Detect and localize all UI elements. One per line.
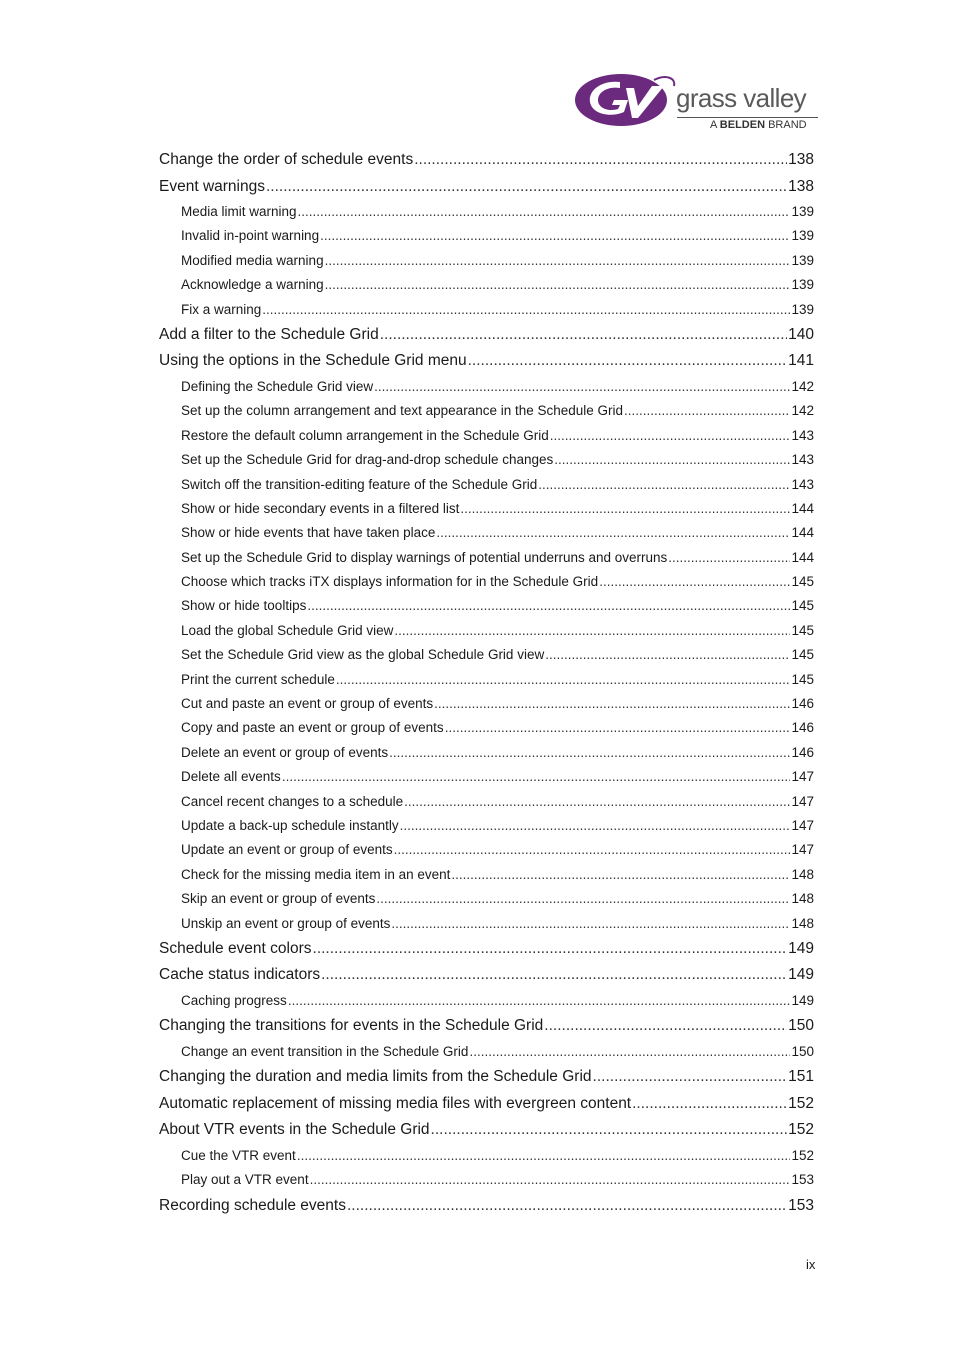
toc-entry-title: Restore the default column arrangement in the Schedule Grid: [181, 427, 549, 443]
toc-entry-subsection[interactable]: [159, 594, 814, 618]
toc-dot-leader: [468, 348, 788, 375]
toc-dot-leader: [325, 273, 791, 297]
toc-entry-subsection[interactable]: [159, 375, 814, 399]
toc-entry-title: Set up the column arrangement and text appearance in the Schedule Grid: [181, 403, 624, 419]
toc-dot-leader: [298, 200, 791, 224]
toc-dot-leader: [624, 399, 790, 423]
grass-valley-logo: [574, 72, 820, 134]
toc-entry-page: 142: [791, 403, 814, 419]
toc-entry-title: Play out a VTR event: [181, 1172, 309, 1188]
toc-entry-subsection[interactable]: [159, 619, 814, 643]
toc-entry-title: Print the current schedule: [181, 671, 335, 687]
toc-entry-page: 139: [791, 204, 814, 219]
toc-entry-title: Automatic replacement of missing media files with evergreen content: [159, 1094, 632, 1112]
toc-entry-subsection[interactable]: [159, 546, 814, 570]
toc-entry-title: Add a filter to the Schedule Grid: [159, 325, 379, 343]
toc-entry-page: 148: [791, 866, 814, 882]
toc-dot-leader: [431, 1117, 788, 1144]
toc-entry-page: 145: [791, 574, 814, 590]
toc-dot-leader: [282, 765, 791, 789]
toc-entry-title: Switch off the transition-editing feature of the Schedule Grid: [181, 476, 538, 492]
toc-entry-subsection[interactable]: [159, 399, 814, 423]
toc-entry-subsection[interactable]: [159, 224, 814, 248]
toc-dot-leader: [262, 298, 790, 322]
toc-entry-title: Cancel recent changes to a schedule: [181, 793, 404, 809]
toc-entry-title: Cache status indicators: [159, 966, 321, 984]
toc-entry-subsection[interactable]: [159, 643, 814, 667]
toc-entry-page: 141: [788, 352, 814, 370]
toc-dot-leader: [668, 546, 790, 570]
toc-entry-subsection[interactable]: [159, 765, 814, 789]
logo-brand-bold: BELDEN: [719, 119, 766, 131]
toc-entry-subsection[interactable]: [159, 497, 814, 521]
toc-dot-leader: [320, 224, 790, 248]
toc-entry-title: Set the Schedule Grid view as the global Schedule Grid view: [181, 647, 545, 663]
toc-entry-title: Fix a warning: [181, 301, 262, 317]
page-number: ix: [806, 1257, 816, 1272]
toc-dot-leader: [545, 643, 790, 667]
logo-divider: [677, 117, 818, 118]
toc-entry-page: 143: [791, 427, 814, 443]
toc-entry-page: 143: [791, 476, 814, 492]
toc-entry-title: Change the order of schedule events: [159, 151, 414, 168]
toc-entry-title: Schedule event colors: [159, 939, 312, 957]
toc-entry-subsection[interactable]: [159, 273, 814, 297]
logo-brand-prefix: A: [710, 119, 720, 131]
toc-entry-subsection[interactable]: [159, 741, 814, 765]
toc-entry-subsection[interactable]: [159, 790, 814, 814]
toc-entry-page: 142: [791, 378, 814, 394]
toc-entry-subsection[interactable]: [159, 1168, 814, 1192]
toc-entry-subsection[interactable]: [159, 838, 814, 862]
toc-entry-title: Acknowledge a warning: [181, 277, 324, 293]
toc-entry-subsection[interactable]: [159, 473, 814, 497]
toc-dot-leader: [325, 249, 791, 273]
toc-entry-page: 152: [788, 1094, 814, 1112]
toc-entry-title: Check for the missing media item in an event: [181, 866, 451, 882]
toc-entry-page: 145: [791, 671, 814, 687]
toc-entry-subsection[interactable]: [159, 989, 814, 1013]
toc-entry-title: Recording schedule events: [159, 1196, 346, 1214]
toc-entry-subsection[interactable]: [159, 298, 814, 322]
toc-entry-title: Copy and paste an event or group of events: [181, 720, 444, 736]
toc-entry-page: 145: [791, 622, 814, 638]
toc-entry-section[interactable]: [159, 1117, 814, 1144]
toc-entry-title: Cut and paste an event or group of events: [181, 696, 434, 712]
toc-entry-page: 147: [791, 793, 814, 809]
toc-dot-leader: [538, 473, 790, 497]
toc-entry-subsection[interactable]: [159, 200, 814, 224]
toc-entry-page: 146: [791, 696, 814, 712]
toc-entry-subsection[interactable]: [159, 716, 814, 740]
toc-entry-title: Defining the Schedule Grid view: [181, 378, 374, 394]
toc-entry-title: Show or hide secondary events in a filtered list: [181, 500, 460, 516]
toc-entry-subsection[interactable]: [159, 249, 814, 273]
toc-entry-page: 148: [791, 891, 814, 907]
toc-entry-title: Event warnings: [159, 177, 265, 195]
toc-entry-title: Update a back-up schedule instantly: [181, 817, 399, 833]
toc-entry-page: 147: [791, 842, 814, 858]
toc-dot-leader: [460, 497, 790, 521]
toc-entry-subsection[interactable]: [159, 863, 814, 887]
table-of-contents: [159, 147, 814, 1219]
toc-dot-leader: [404, 790, 790, 814]
toc-entry-title: Show or hide events that have taken place: [181, 525, 436, 541]
toc-entry-title: Using the options in the Schedule Grid menu: [159, 352, 467, 370]
toc-entry-page: 150: [791, 1043, 814, 1059]
toc-entry-page: 143: [791, 452, 814, 468]
toc-entry-title: Media limit warning: [181, 204, 297, 219]
toc-entry-section[interactable]: [159, 1064, 814, 1091]
toc-entry-subsection[interactable]: [159, 814, 814, 838]
toc-entry-subsection[interactable]: [159, 887, 814, 911]
toc-dot-leader: [394, 619, 790, 643]
toc-entry-page: 139: [791, 277, 814, 293]
toc-entry-subsection[interactable]: [159, 424, 814, 448]
toc-entry-title: Skip an event or group of events: [181, 891, 376, 907]
toc-entry-page: 144: [791, 500, 814, 516]
toc-entry-page: 149: [788, 939, 814, 957]
toc-dot-leader: [336, 668, 791, 692]
toc-entry-subsection[interactable]: [159, 570, 814, 594]
toc-entry-subsection[interactable]: [159, 521, 814, 545]
toc-entry-page: 139: [791, 228, 814, 244]
logo-brand-line: [710, 120, 807, 131]
toc-entry-title: About VTR events in the Schedule Grid: [159, 1121, 430, 1139]
toc-entry-page: 145: [791, 647, 814, 663]
toc-dot-leader: [434, 692, 790, 716]
toc-entry-title: Delete an event or group of events: [181, 744, 389, 760]
toc-entry-section[interactable]: [159, 1193, 814, 1220]
logo-wordmark: grass valley: [676, 83, 807, 113]
toc-entry-page: 139: [791, 301, 814, 317]
toc-entry-page: 145: [791, 598, 814, 614]
toc-dot-leader: [593, 1064, 788, 1091]
toc-dot-leader: [310, 1168, 791, 1192]
toc-entry-subsection[interactable]: [159, 692, 814, 716]
toc-entry-page: 139: [791, 252, 814, 268]
toc-entry-title: Show or hide tooltips: [181, 598, 307, 614]
toc-dot-leader: [469, 1040, 790, 1064]
toc-entry-page: 148: [791, 915, 814, 931]
toc-entry-section[interactable]: [159, 1091, 814, 1118]
toc-dot-leader: [599, 570, 790, 594]
toc-entry-section[interactable]: [159, 147, 814, 174]
toc-entry-page: 152: [791, 1147, 814, 1163]
toc-dot-leader: [414, 147, 787, 174]
toc-entry-section[interactable]: [159, 1013, 814, 1040]
toc-dot-leader: [400, 814, 791, 838]
toc-entry-subsection[interactable]: [159, 1144, 814, 1168]
toc-entry-page: 147: [791, 769, 814, 785]
toc-dot-leader: [451, 863, 790, 887]
toc-dot-leader: [445, 716, 791, 740]
toc-entry-subsection[interactable]: [159, 448, 814, 472]
toc-entry-section[interactable]: [159, 962, 814, 989]
toc-entry-page: 146: [791, 720, 814, 736]
toc-entry-section[interactable]: [159, 322, 814, 349]
toc-entry-page: 138: [788, 151, 814, 168]
toc-dot-leader: [288, 989, 791, 1013]
toc-entry-page: 144: [791, 525, 814, 541]
toc-entry-title: Cue the VTR event: [181, 1147, 296, 1163]
toc-dot-leader: [374, 375, 790, 399]
toc-dot-leader: [347, 1193, 787, 1220]
toc-dot-leader: [297, 1144, 791, 1168]
toc-entry-title: Caching progress: [181, 992, 287, 1008]
toc-entry-page: 144: [791, 549, 814, 565]
toc-entry-page: 153: [788, 1196, 814, 1214]
toc-entry-title: Invalid in-point warning: [181, 228, 320, 244]
toc-dot-leader: [391, 912, 790, 936]
toc-dot-leader: [436, 521, 790, 545]
toc-entry-page: 138: [788, 177, 814, 195]
toc-dot-leader: [389, 741, 790, 765]
gv-logo-icon: [574, 72, 678, 128]
toc-dot-leader: [380, 322, 787, 349]
toc-dot-leader: [394, 838, 791, 862]
toc-entry-page: 147: [791, 817, 814, 833]
toc-dot-leader: [376, 887, 790, 911]
logo-brand-suffix: BRAND: [765, 119, 807, 131]
toc-entry-title: Modified media warning: [181, 252, 324, 268]
toc-dot-leader: [554, 448, 790, 472]
toc-entry-section[interactable]: [159, 174, 814, 201]
toc-entry-page: 151: [788, 1068, 814, 1086]
toc-entry-title: Choose which tracks iTX displays information for in the Schedule Grid: [181, 574, 599, 590]
toc-entry-page: 146: [791, 744, 814, 760]
toc-entry-section[interactable]: [159, 936, 814, 963]
toc-dot-leader: [313, 936, 788, 963]
toc-entry-page: 152: [788, 1121, 814, 1139]
toc-dot-leader: [550, 424, 791, 448]
toc-entry-title: Unskip an event or group of events: [181, 915, 391, 931]
toc-entry-subsection[interactable]: [159, 912, 814, 936]
toc-dot-leader: [544, 1013, 787, 1040]
toc-entry-title: Changing the transitions for events in the Schedule Grid: [159, 1017, 544, 1035]
toc-entry-title: Change an event transition in the Schedule Grid: [181, 1043, 469, 1059]
toc-entry-section[interactable]: [159, 348, 814, 375]
toc-dot-leader: [321, 962, 787, 989]
toc-dot-leader: [307, 594, 790, 618]
toc-entry-page: 149: [791, 992, 814, 1008]
toc-entry-page: 140: [788, 325, 814, 343]
toc-entry-subsection[interactable]: [159, 668, 814, 692]
toc-entry-page: 150: [788, 1017, 814, 1035]
toc-dot-leader: [632, 1091, 787, 1118]
toc-entry-title: Changing the duration and media limits from the Schedule Grid: [159, 1068, 592, 1086]
toc-entry-page: 149: [788, 966, 814, 984]
toc-entry-subsection[interactable]: [159, 1040, 814, 1064]
toc-entry-title: Delete all events: [181, 769, 281, 785]
toc-entry-title: Set up the Schedule Grid for drag-and-drop schedule changes: [181, 452, 554, 468]
toc-entry-title: Set up the Schedule Grid to display warnings of potential underruns and overruns: [181, 549, 668, 565]
toc-entry-page: 153: [791, 1172, 814, 1188]
toc-dot-leader: [266, 174, 787, 201]
toc-entry-title: Load the global Schedule Grid view: [181, 622, 394, 638]
toc-entry-title: Update an event or group of events: [181, 842, 393, 858]
